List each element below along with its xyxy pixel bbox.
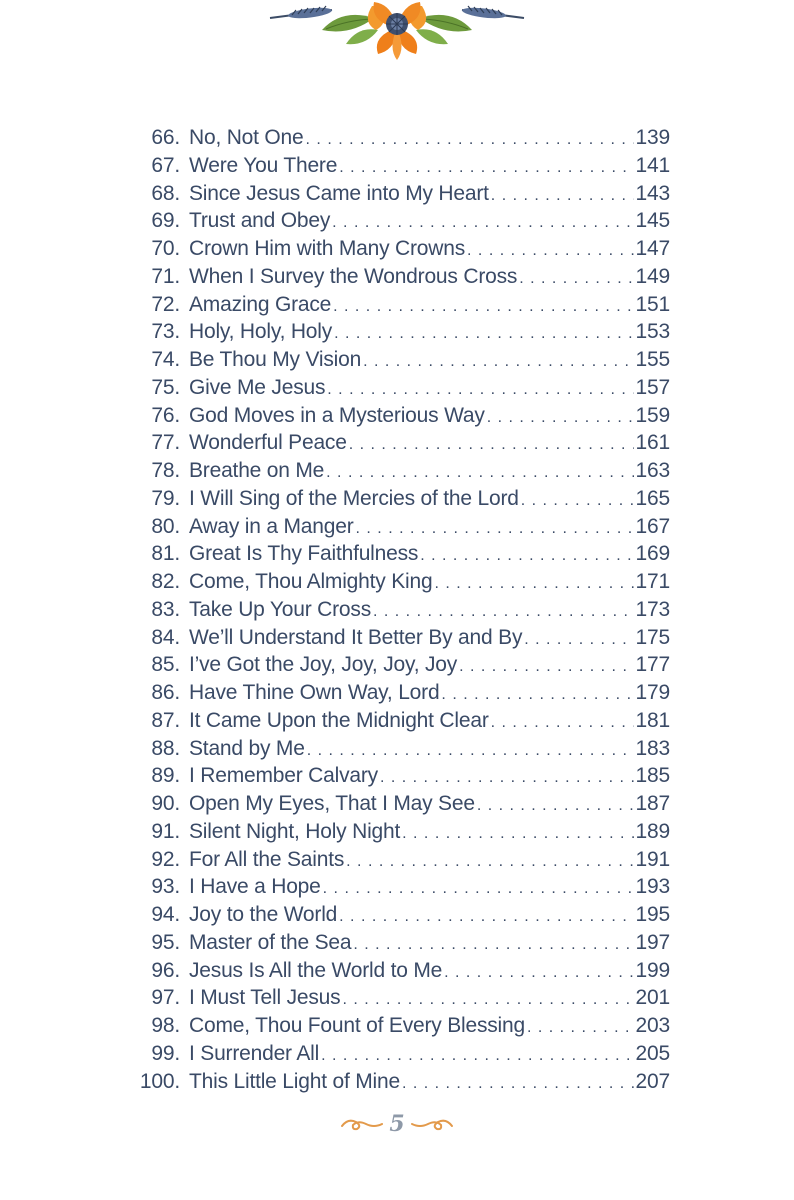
toc-entry[interactable] <box>130 790 670 818</box>
page-reference: 161 <box>635 431 670 455</box>
dot-leader <box>477 792 634 820</box>
page-reference: 177 <box>635 653 670 677</box>
page-reference: 155 <box>635 348 670 371</box>
hymn-title: Were You There <box>189 153 338 177</box>
hymn-title: It Came Upon the Midnight Clear <box>189 708 489 732</box>
dot-leader <box>380 764 634 792</box>
toc-entry[interactable] <box>130 402 670 430</box>
hymn-title: I Must Tell Jesus <box>189 986 341 1010</box>
hymn-title: Great Is Thy Faithfulness <box>189 542 419 566</box>
hymn-number: 75. <box>151 375 180 399</box>
page-reference: 145 <box>635 209 670 233</box>
hymn-number: 83. <box>151 597 180 621</box>
toc-entry[interactable] <box>130 152 670 180</box>
hymn-title: Since Jesus Came into My Heart <box>189 181 489 205</box>
hymn-number: 92. <box>151 847 180 871</box>
page-reference: 189 <box>635 819 670 843</box>
dot-leader <box>467 237 634 265</box>
page-reference: 183 <box>635 736 670 760</box>
toc-entry[interactable] <box>130 318 670 346</box>
toc-entry[interactable] <box>130 679 670 707</box>
hymn-title: When I Survey the Wondrous Cross <box>189 264 518 288</box>
dot-leader <box>346 848 633 876</box>
dot-leader <box>339 154 633 182</box>
page-reference: 141 <box>635 153 670 177</box>
toc-entry[interactable] <box>130 846 670 874</box>
hymn-number: 69. <box>151 209 180 233</box>
page-reference: 197 <box>635 930 670 954</box>
dot-leader <box>441 681 633 709</box>
hymn-number: 71. <box>151 264 180 288</box>
page-number: 5 <box>389 1111 405 1137</box>
dot-leader <box>491 182 634 210</box>
page-reference: 153 <box>635 320 670 344</box>
hymn-title: Stand by Me <box>189 736 305 760</box>
hymn-title: God Moves in a Mysterious Way <box>189 403 485 427</box>
toc-entry[interactable] <box>130 124 670 152</box>
dot-leader <box>444 959 633 987</box>
hymn-number: 72. <box>151 292 180 316</box>
dot-leader <box>356 515 634 543</box>
hymn-title: For All the Saints <box>189 847 345 871</box>
dot-leader <box>342 986 633 1014</box>
dot-leader <box>434 570 633 598</box>
hymn-number: 88. <box>151 736 180 760</box>
dot-leader <box>519 265 633 293</box>
toc-entry[interactable] <box>130 762 670 790</box>
page-reference: 195 <box>635 903 670 926</box>
hymn-title: Take Up Your Cross <box>189 597 371 621</box>
toc-entry[interactable] <box>130 291 670 319</box>
dot-leader <box>321 1042 633 1070</box>
page-reference: 201 <box>635 986 670 1010</box>
right-spike-icon <box>462 6 524 20</box>
dot-leader <box>459 653 633 681</box>
page-reference: 173 <box>635 597 670 621</box>
hymn-title: I Have a Hope <box>189 875 321 899</box>
hymn-number: 66. <box>151 126 180 149</box>
toc-entry[interactable] <box>130 873 670 901</box>
page-reference: 181 <box>635 708 670 732</box>
hymn-number: 89. <box>151 764 180 788</box>
dot-leader <box>307 737 634 765</box>
hymn-title: I Will Sing of the Mercies of the Lord <box>189 486 519 510</box>
hymn-number: 77. <box>151 431 180 455</box>
dot-leader <box>326 459 633 487</box>
toc-entry[interactable] <box>130 346 670 374</box>
toc-entry[interactable] <box>130 929 670 957</box>
toc-entry[interactable] <box>130 1012 670 1040</box>
hymn-number: 97. <box>151 986 180 1010</box>
dot-leader <box>306 126 634 154</box>
hymn-title: I’ve Got the Joy, Joy, Joy, Joy <box>189 653 458 677</box>
hymn-number: 68. <box>151 181 180 205</box>
hymn-title: Open My Eyes, That I May See <box>189 792 475 815</box>
dot-leader <box>334 320 633 348</box>
page-reference: 207 <box>635 1069 670 1093</box>
toc-entry[interactable] <box>130 374 670 402</box>
hymn-number: 70. <box>151 237 180 260</box>
page-reference: 163 <box>635 459 670 482</box>
page-reference: 167 <box>635 514 670 538</box>
hymn-title: This Little Light of Mine <box>189 1069 400 1093</box>
toc-entry[interactable] <box>130 957 670 985</box>
page-reference: 187 <box>635 792 670 815</box>
toc-entry[interactable] <box>130 1068 670 1096</box>
hymn-title: Amazing Grace <box>189 292 332 316</box>
hymn-number: 95. <box>151 930 180 954</box>
page-reference: 171 <box>635 570 670 593</box>
hymn-number: 98. <box>151 1014 180 1037</box>
page-reference: 139 <box>635 126 670 149</box>
hymn-title: Trust and Obey <box>189 209 331 233</box>
dot-leader <box>332 209 633 237</box>
dot-leader <box>491 709 634 737</box>
floral-decoration <box>262 0 532 62</box>
hymn-number: 82. <box>151 570 180 593</box>
hymn-number: 90. <box>151 792 180 815</box>
page-reference: 157 <box>635 375 670 399</box>
page-footer <box>340 1108 454 1140</box>
hymn-title: I Remember Calvary <box>189 764 378 788</box>
page-reference: 203 <box>635 1014 670 1037</box>
toc-entry[interactable] <box>130 207 670 235</box>
main-flower-icon <box>373 2 420 60</box>
hymn-title: Holy, Holy, Holy <box>189 320 333 344</box>
toc-entry[interactable] <box>130 707 670 735</box>
toc-entry[interactable] <box>130 624 670 652</box>
hymn-number: 79. <box>151 486 180 510</box>
dot-leader <box>333 293 633 321</box>
page-reference: 165 <box>635 486 670 510</box>
hymn-number: 67. <box>151 153 180 177</box>
page-reference: 159 <box>635 403 670 427</box>
toc-entry[interactable] <box>130 818 670 846</box>
hymn-title: Away in a Manger <box>189 514 354 538</box>
hymn-number: 73. <box>151 320 180 344</box>
hymn-number: 94. <box>151 903 180 926</box>
hymn-number: 80. <box>151 514 180 538</box>
toc-entry[interactable] <box>130 457 670 485</box>
toc-entry[interactable] <box>130 901 670 929</box>
hymn-number: 85. <box>151 653 180 677</box>
hymn-title: Joy to the World <box>189 903 338 926</box>
hymn-number: 84. <box>151 625 180 649</box>
page-reference: 205 <box>635 1041 670 1065</box>
page-reference: 191 <box>635 847 670 871</box>
hymn-title: Crown Him with Many Crowns <box>189 237 466 260</box>
hymn-number: 81. <box>151 542 180 566</box>
page-reference: 149 <box>635 264 670 288</box>
hymn-number: 86. <box>151 681 180 704</box>
dot-leader <box>521 487 634 515</box>
dot-leader <box>327 376 633 404</box>
hymn-number: 100. <box>139 1069 180 1093</box>
dot-leader <box>402 820 633 848</box>
hymn-number: 99. <box>151 1041 180 1065</box>
dot-leader <box>402 1070 634 1098</box>
dot-leader <box>323 875 634 903</box>
hymn-title: We’ll Understand It Better By and By <box>189 625 523 649</box>
page-reference: 147 <box>635 237 670 260</box>
page-reference: 199 <box>635 958 670 982</box>
hymn-title: Master of the Sea <box>189 930 352 954</box>
dot-leader <box>487 404 634 432</box>
hymn-number: 91. <box>151 819 180 843</box>
page-reference: 179 <box>635 681 670 704</box>
page-reference: 175 <box>635 625 670 649</box>
dot-leader <box>527 1014 634 1042</box>
toc-entry[interactable] <box>130 429 670 457</box>
dot-leader <box>349 431 634 459</box>
toc-entry[interactable] <box>130 263 670 291</box>
toc-entry[interactable] <box>130 596 670 624</box>
toc-entry[interactable] <box>130 1040 670 1068</box>
dot-leader <box>363 348 633 376</box>
toc-entry[interactable] <box>130 651 670 679</box>
hymn-title: Silent Night, Holy Night <box>189 819 401 843</box>
dot-leader <box>373 598 634 626</box>
hymn-number: 76. <box>151 403 180 427</box>
hymn-title: Come, Thou Almighty King <box>189 570 433 593</box>
page-reference: 185 <box>635 764 670 788</box>
page-reference: 193 <box>635 875 670 899</box>
hymn-number: 74. <box>151 348 180 371</box>
hymn-number: 93. <box>151 875 180 899</box>
dot-leader <box>420 542 633 570</box>
toc-entry[interactable] <box>130 735 670 763</box>
left-spike-icon <box>270 6 332 20</box>
toc-entry[interactable] <box>130 485 670 513</box>
toc-entry[interactable] <box>130 540 670 568</box>
hymn-title: Breathe on Me <box>189 459 325 482</box>
hymn-title: I Surrender All <box>189 1041 320 1065</box>
hymn-title: Have Thine Own Way, Lord <box>189 681 440 704</box>
table-of-contents <box>130 124 670 1095</box>
hymn-title: Be Thou My Vision <box>189 348 362 371</box>
toc-entry[interactable] <box>130 513 670 541</box>
hymn-number: 78. <box>151 459 180 482</box>
dot-leader <box>524 626 633 654</box>
hymn-title: Wonderful Peace <box>189 431 347 455</box>
page-reference: 169 <box>635 542 670 566</box>
hymn-title: Jesus Is All the World to Me <box>189 958 443 982</box>
page-reference: 151 <box>635 292 670 316</box>
toc-entry[interactable] <box>130 984 670 1012</box>
hymn-title: No, Not One <box>189 126 304 149</box>
dot-leader <box>339 903 633 931</box>
toc-entry[interactable] <box>130 180 670 208</box>
dot-leader <box>353 931 633 959</box>
page-reference: 143 <box>635 181 670 205</box>
toc-entry[interactable] <box>130 235 670 263</box>
hymn-title: Come, Thou Fount of Every Blessing <box>189 1014 525 1037</box>
toc-entry[interactable] <box>130 568 670 596</box>
hymn-title: Give Me Jesus <box>189 375 326 399</box>
hymn-number: 96. <box>151 958 180 982</box>
hymn-number: 87. <box>151 708 180 732</box>
